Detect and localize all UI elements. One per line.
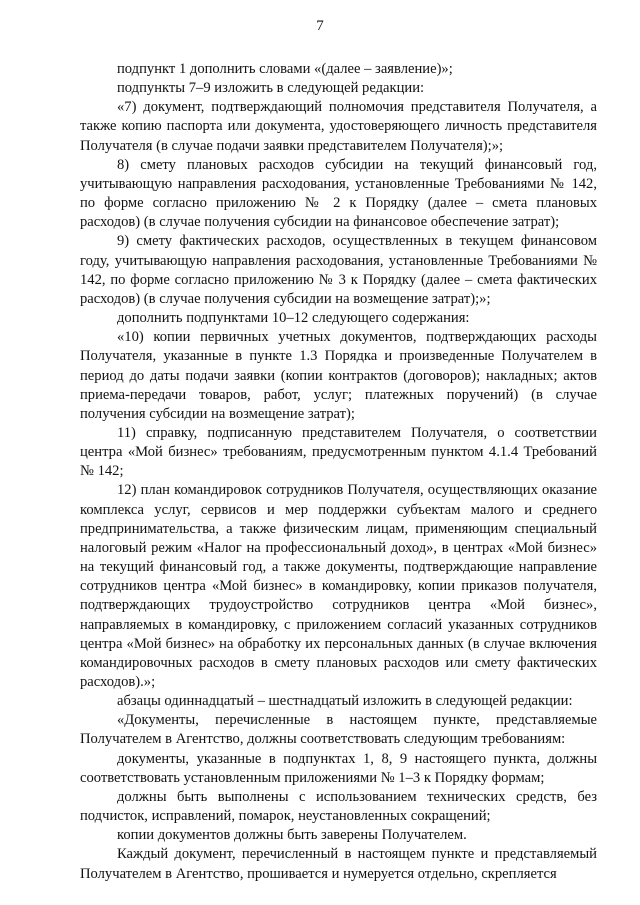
document-body	[80, 60, 597, 884]
paragraph: «Документы, перечисленные в настоящем пункте, представляемые Получателем в Агентство, должны соответствовать следующим требованиям:	[80, 712, 597, 748]
paragraph: 12) план командировок сотрудников Получателя, осуществляющих оказание комплекса услуг, сервисов и мер поддержки субъектам малого и среднего предпринимательства, а также физическим лицам, применяющим специальный налоговый режим «Налог на профессиональный доход», в центрах «Мой бизнес» на текущий финансовый год, а также документы, подтверждающие направление сотрудников центра «Мой бизнес» в командировку, копии приказов получателя, подтверждающих трудоустройство сотрудников центра «Мой бизнес», направляемых в командировку, с приложением согласий указанных сотрудников центра «Мой бизнес» на обработку их персональных данных (в случае включения командировочных расходов в смету плановых расходов или смету фактических расходов).»;	[80, 482, 597, 690]
paragraph: «10) копии первичных учетных документов, подтверждающих расходы Получателя, указанные в пункте 1.3 Порядка и произведенные Получателем в период до даты подачи заявки (копии контрактов (договоров); накладных; актов приема-передачи товаров, работ, услуг; платежных поручений) (в случае получения субсидии на возмещение затрат);	[80, 329, 597, 422]
paragraph: Каждый документ, перечисленный в настоящем пункте и представляемый Получателем в Агентство, прошивается и нумеруется отдельно, скрепляется	[80, 846, 597, 882]
paragraph: копии документов должны быть заверены Получателем.	[117, 827, 467, 844]
paragraph: подпункты 7–9 изложить в следующей редакции:	[117, 80, 425, 97]
paragraph: 8) смету плановых расходов субсидии на текущий финансовый год, учитывающую направления расходования, установленные Требованиями № 142, по форме согласно приложению № 2 к Порядку (далее – смета плановых расходов) (в случае получения субсидии на финансовое обеспечение затрат);	[80, 156, 597, 231]
paragraph: «7) документ, подтверждающий полномочия представителя Получателя, а также копию паспорта или документа, удостоверяющего личность представителя Получателя (в случае подачи заявки представителем Получателя);»;	[80, 99, 597, 154]
paragraph: должны быть выполнены с использованием технических средств, без подчисток, исправлений, помарок, неустановленных сокращений;	[80, 788, 597, 825]
paragraph: дополнить подпунктами 10–12 следующего содержания:	[117, 310, 470, 327]
paragraph: 11) справку, подписанную представителем Получателя, о соответствии центра «Мой бизнес» требованиям, предусмотренным пунктом 4.1.4 Требований № 142;	[80, 424, 597, 480]
page-number: 7	[316, 18, 324, 34]
paragraph: 9) смету фактических расходов, осуществленных в текущем финансовом году, учитывающую направления расходования, установленные Требованиями № 142, по форме согласно приложению № 3 к Порядку (далее – смета фактических расходов) (в случае получения субсидии на возмещение затрат);»;	[80, 233, 597, 307]
paragraph: подпункт 1 дополнить словами «(далее – заявление)»;	[117, 61, 453, 77]
paragraph: абзацы одиннадцатый – шестнадцатый изложить в следующей редакции:	[117, 693, 573, 710]
paragraph: документы, указанные в подпунктах 1, 8, 9 настоящего пункта, должны соответствовать установленным приложениями № 1–3 к Порядку формам;	[80, 750, 597, 786]
